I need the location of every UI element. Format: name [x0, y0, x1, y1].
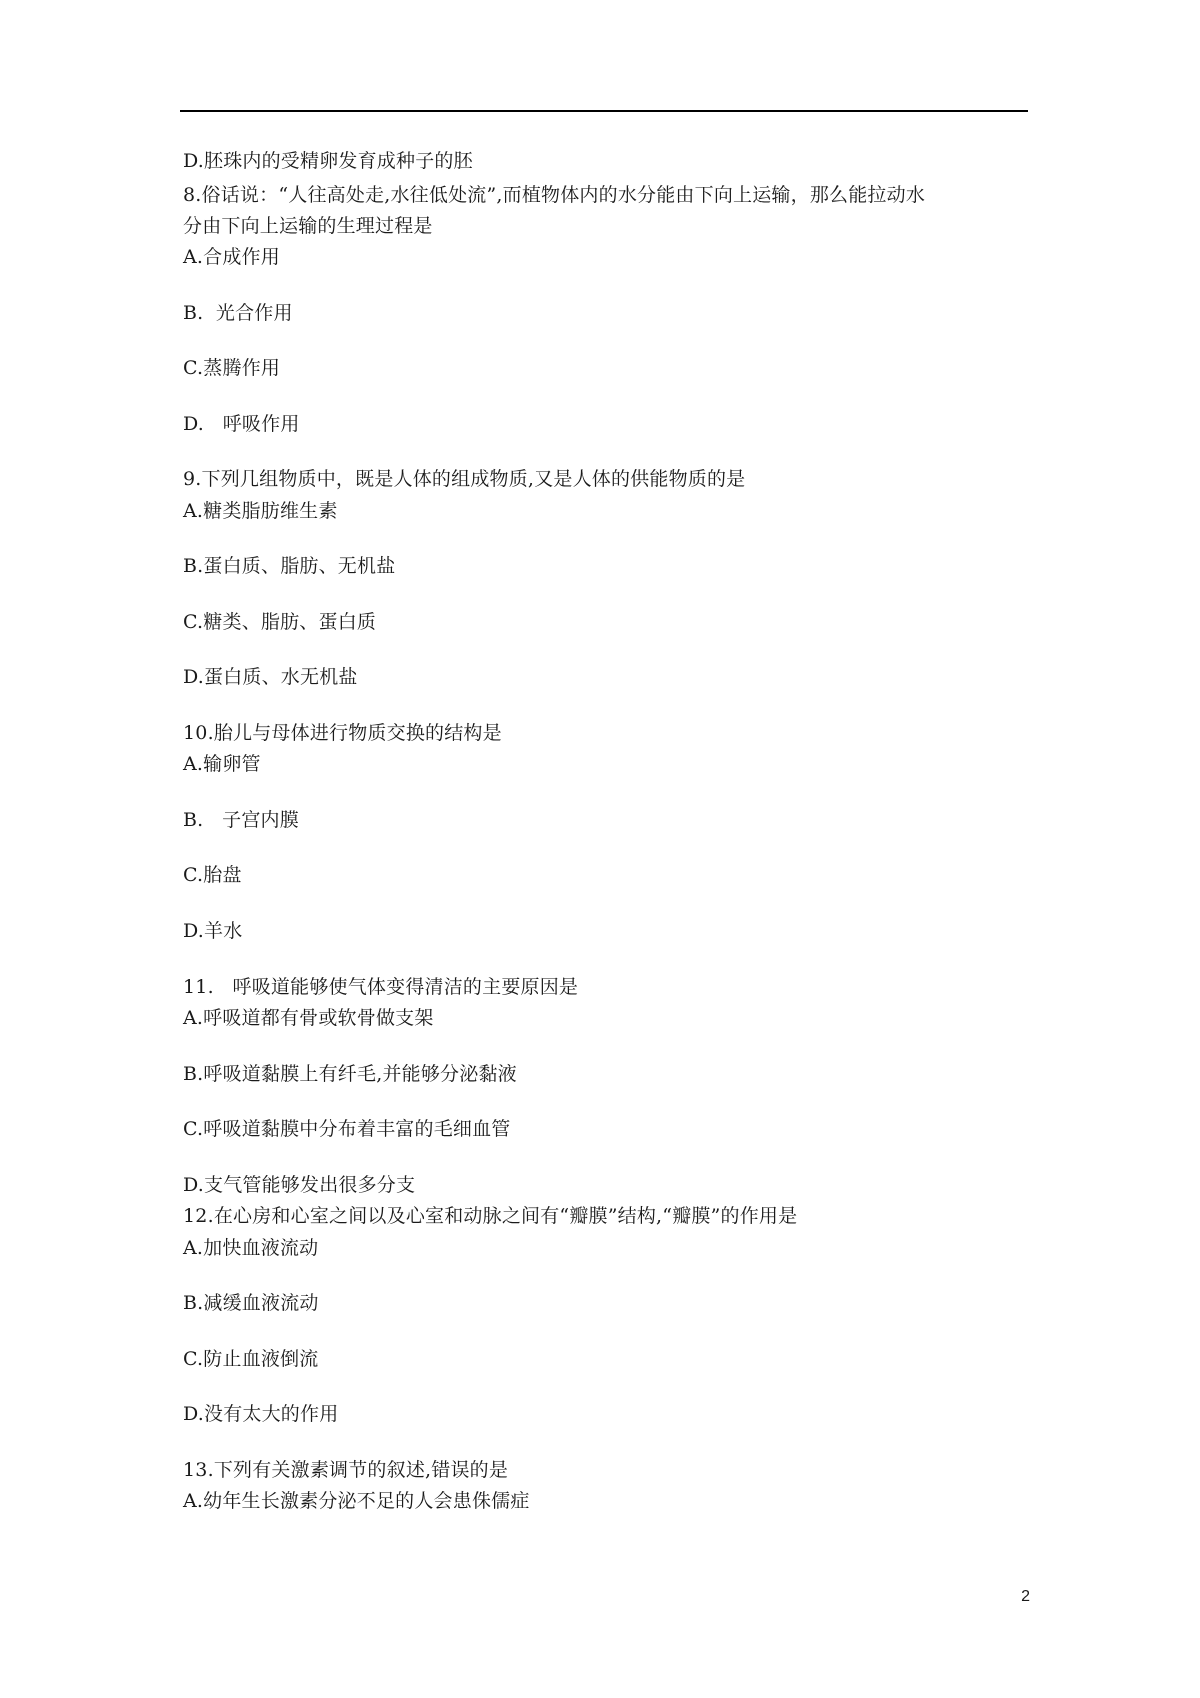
option-a-q12: A.加快血液流动: [183, 1237, 319, 1259]
option-c-q11: C.呼吸道黏膜中分布着丰富的毛细血管: [183, 1118, 511, 1140]
option-b-q10: B. 子宫内膜: [183, 809, 299, 831]
option-a-q13: A.幼年生长激素分泌不足的人会患侏儒症: [183, 1490, 530, 1512]
option-d-q10: D.羊水: [183, 920, 243, 942]
option-a-q9: A.糖类脂肪维生素: [183, 500, 338, 522]
option-b-q9: B.蛋白质、脂肪、无机盐: [183, 555, 396, 577]
header-rule: [180, 110, 1028, 112]
option-c-q8: C.蒸腾作用: [183, 357, 281, 379]
page-number: 2: [1021, 1588, 1030, 1605]
question-9: 9.下列几组物质中，既是人体的组成物质,又是人体的供能物质的是: [183, 468, 746, 490]
option-b-q8: B. 光合作用: [183, 302, 293, 324]
question-13: 13.下列有关激素调节的叙述,错误的是: [183, 1459, 509, 1481]
option-d-q12: D.没有太大的作用: [183, 1403, 339, 1425]
question-12: 12.在心房和心室之间以及心室和动脉之间有“瓣膜”结构,“瓣膜”的作用是: [183, 1205, 798, 1227]
option-a-q11: A.呼吸道都有骨或软骨做支架: [183, 1007, 434, 1029]
option-d-q11: D.支气管能够发出很多分支: [183, 1174, 416, 1196]
option-c-q12: C.防止血液倒流: [183, 1348, 319, 1370]
option-b-q11: B.呼吸道黏膜上有纤毛,并能够分泌黏液: [183, 1063, 517, 1085]
option-d-q7: D.胚珠内的受精卵发育成种子的胚: [183, 150, 473, 172]
option-a-q8: A.合成作用: [183, 246, 280, 268]
question-11: 11. 呼吸道能够使气体变得清洁的主要原因是: [183, 976, 579, 998]
question-10: 10.胎儿与母体进行物质交换的结构是: [183, 722, 502, 744]
option-b-q12: B.减缓血液流动: [183, 1292, 319, 1314]
question-8-line-2: 分由下向上运输的生理过程是: [183, 215, 433, 237]
option-c-q10: C.胎盘: [183, 864, 242, 886]
option-d-q8: D. 呼吸作用: [183, 413, 300, 435]
option-c-q9: C.糖类、脂肪、蛋白质: [183, 611, 377, 633]
option-a-q10: A.输卵管: [183, 753, 261, 775]
question-8-line-1: 8.俗话说：“人往高处走,水往低处流”,而植物体内的水分能由下向上运输，那么能拉动水: [183, 184, 926, 206]
option-d-q9: D.蛋白质、水无机盐: [183, 666, 358, 688]
